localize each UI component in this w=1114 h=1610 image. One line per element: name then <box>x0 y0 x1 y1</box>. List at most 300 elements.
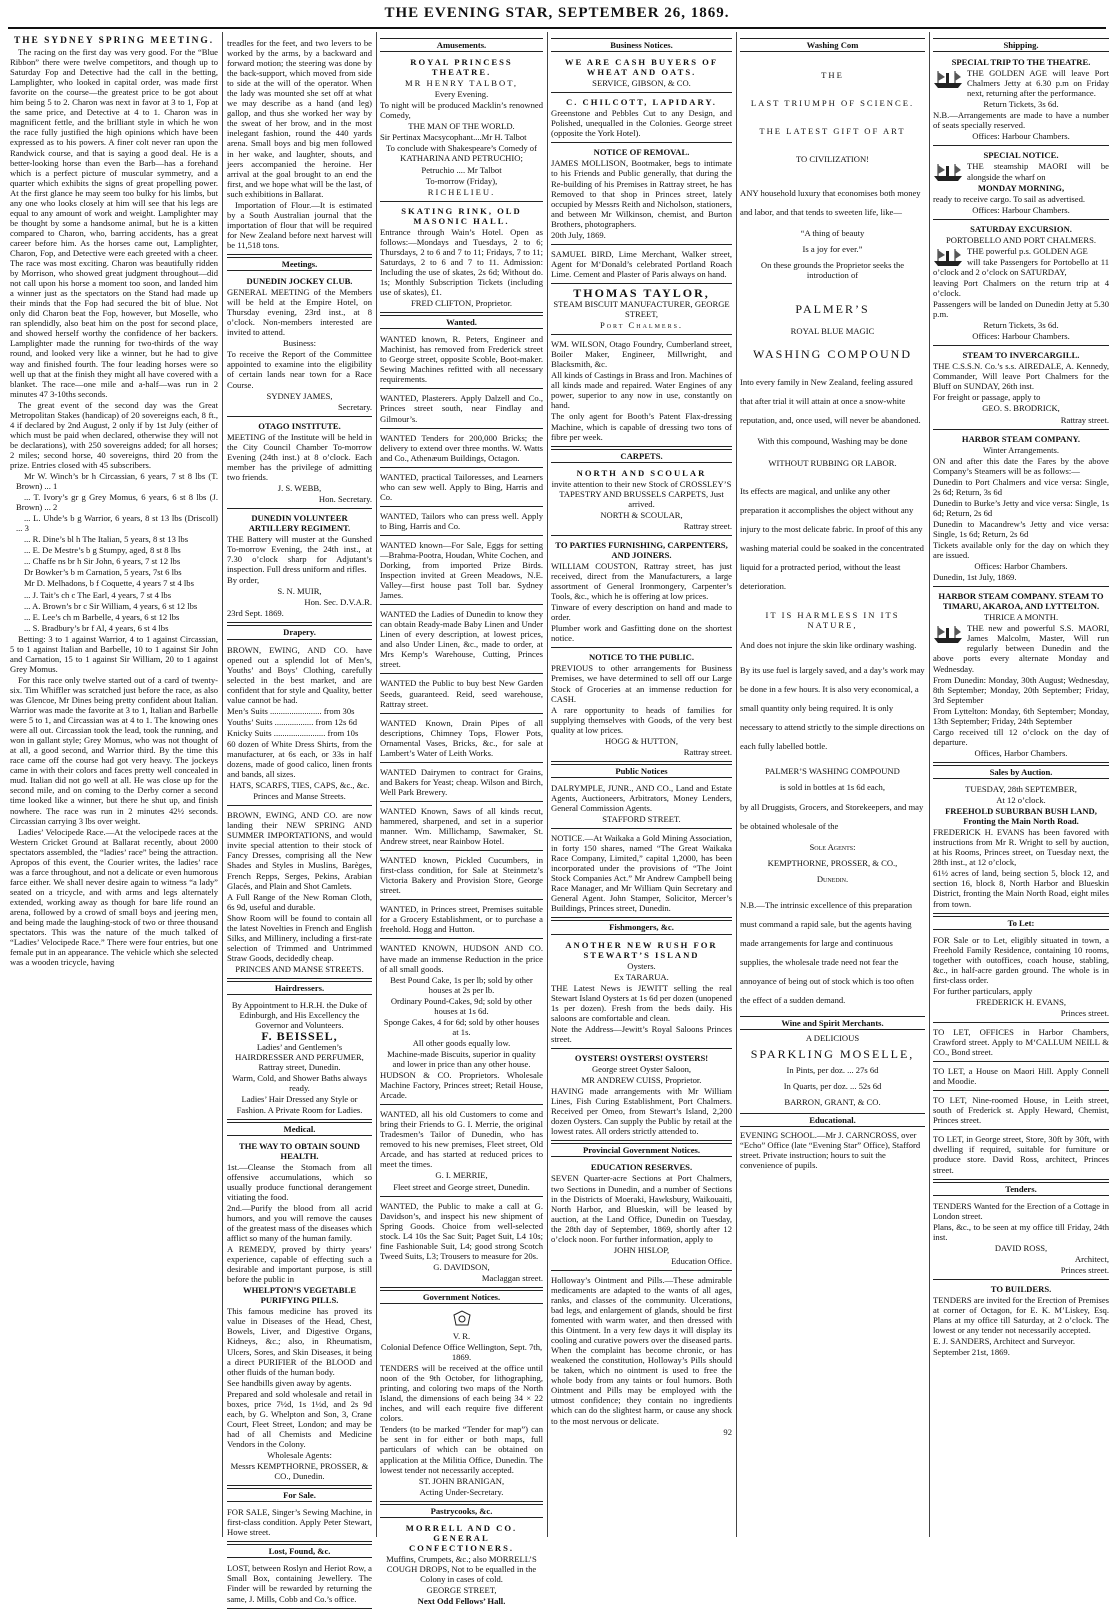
ad-body: RICHELIEU. <box>427 186 496 197</box>
ad-samuel-bird <box>551 247 732 284</box>
price-line: Machine-made Biscuits, superior in quality and lower in price than any other house. <box>387 1048 536 1069</box>
ad-body: WANTED, Tailors who can press well. Apply to Bing, Harris and Co. <box>380 510 543 531</box>
section-heading: Fishmongers, &c. <box>551 920 732 934</box>
price-line: Sponge Cakes, 4 for 6d; sold by other houses at 1s. <box>383 1016 540 1037</box>
quote-line: Is a joy for ever.” <box>802 244 863 255</box>
ad-wanted <box>380 332 543 389</box>
column-rule <box>222 32 223 1537</box>
ad-address: Princes street. <box>1060 1264 1109 1275</box>
ad-title: NORTH AND SCOULAR <box>576 467 707 478</box>
ad-address: Fleet street and George street, Dunedin. <box>393 1181 530 1192</box>
ad-title: WE ARE CASH BUYERS OF WHEAT AND OATS. <box>564 57 719 78</box>
entry: ... L. Uhde’s b g Warrior, 6 years, 8 st 13 lbs (Driscoll) ... 3 <box>16 513 218 534</box>
ad-dalrymple <box>551 781 732 829</box>
ad-body: HATS, SCARFS, TIES, CAPS, &c., &c. <box>229 780 370 791</box>
ad-signature: NORTH & SCOULAR, <box>600 509 683 520</box>
ad-jockey-club <box>227 274 372 417</box>
ad-special-notice <box>933 148 1109 219</box>
ad-body: WANTED known, R. Peters, Engineer and Machinist, has removed from Frederick street to George street, opposite Scoble, Boot-maker. Sewing Machines refitted with all necessary requirements. <box>380 334 543 385</box>
column-6 <box>933 36 1109 1536</box>
quote-line: “A thing of beauty <box>800 228 865 239</box>
ad-title: TO BUILDERS. <box>990 1283 1052 1294</box>
ad-signature: FREDERICK H. EVANS, <box>975 996 1067 1007</box>
ad-body: WILLIAM COUSTON, Rattray street, has just received, direct from the Manufacturers, a large assortment of General Ironmongery, Carpenter’s Tools, &c., which he is offering at low prices. <box>551 561 732 602</box>
royal-crest-icon <box>450 1309 474 1329</box>
ad-address: Next Odd Fellows’ Hall. <box>417 1596 506 1607</box>
price-line: Youths’ Suits .................. from 12s 6d <box>227 716 358 727</box>
ad-title: SPECIAL TRIP TO THE THEATRE. <box>951 57 1091 68</box>
ad-body: PREVIOUS to other arrangements for Business Premises, we have determined to sell off our Large Stock of Groceries at an immense reduction for CASH. <box>551 663 732 704</box>
ad-body: WANTED Tenders for 200,000 Bricks; the delivery to extend over three months. W. Watts and Co., Athenæum Buildings, Octagon. <box>380 432 543 463</box>
section-heading: Provincial Government Notices. <box>551 1143 732 1157</box>
ad-body: Business: <box>283 338 316 349</box>
column-rule <box>547 32 548 1537</box>
ad-title: TO PARTIES FURNISHING, CARPENTERS, AND JOINERS. <box>555 539 728 560</box>
ad-body: Sole Agents: <box>809 841 856 852</box>
ad-body: FREDERICK H. EVANS has been favored with instructions from Mr R. Wright to sell by auction, at his Rooms, Princes street, on Tuesday next, the 28th inst., at 12 o’clock, <box>933 827 1109 868</box>
entry: ... T. Ivory’s gr g Grey Momus, 6 years, 6 st 8 lbs (J. Brown) ... 2 <box>16 492 218 513</box>
ad-body: Muffins, Crumpets, &c.; also MORRELL’S COUGH DROPS, Not to be equalled in the Colony in cases of cold. <box>386 1553 537 1584</box>
ad-body: EVENING SCHOOL.—Mr J. CARNCROSS, over “Echo” Office (late “Evening Star” Office), Stafford street. Private instruction; hours to suit the convenience of pupils. <box>740 1130 921 1171</box>
column-3 <box>380 36 543 1607</box>
ad-body: invite attention to their new Stock of CROSSLEY’S TAPESTRY AND BRUSSELS CARPETS, Just arrived. <box>551 478 732 509</box>
entry: ... S. Bradbury’s br f Al, 4 years, 6 st 4 lbs <box>24 622 169 633</box>
ad-body: by all Druggists, Grocers, and Storekeepers, and may be obtained wholesale of the <box>740 801 924 831</box>
ad-signature: BARRON, GRANT, & CO. <box>784 1097 881 1108</box>
ad-body: N.B.—The intrinsic excellence of this preparation must command a rapid sale, but the agents having made arrangements for large and continuous supplies, the wholesale trade need not fear the annoyance of being out of stock which is too often the effect of a sudden demand. <box>740 899 914 1005</box>
ad-address: GEORGE STREET, <box>426 1585 497 1596</box>
ad-wanted <box>380 391 543 428</box>
article-title: THE SYDNEY SPRING MEETING. <box>13 36 215 46</box>
section-heading: Sales by Auction. <box>933 765 1109 779</box>
entry: Mr D. Melhadons, b f Coquette, 4 years 7 st 4 lbs <box>24 578 194 589</box>
ad-body: Every Evening. <box>434 89 489 100</box>
ad-address: PRINCES AND MANSE STREETS. <box>235 963 364 974</box>
section-heading: Tenders. <box>933 1182 1109 1196</box>
ad-body: To conclude with Shakespeare’s Comedy of KATHARINA AND PETRUCHIO; <box>386 143 537 164</box>
ad-body: PORTOBELLO AND PORT CHALMERS. <box>945 234 1097 245</box>
ad-body: MR HENRY TALBOT, <box>404 78 519 89</box>
ad-new-rush <box>551 938 732 1049</box>
ad-body: Into every family in New Zealand, feeling assured that after trial it will attain at once a snow-white reputation, and, once used, will never be abandoned. <box>740 376 921 425</box>
column-4 <box>551 36 732 1536</box>
ad-body: ANY household luxury that economises both money and labor, and that tends to sweeten life, like— <box>740 188 921 218</box>
column-2 <box>227 36 372 1604</box>
article-paragraph: treadles for the feet, and two levers to be worked by the arms, by a backward and forward motion; the steering was done by the back-support, which moved from side to side at the will of the operator. When the lady was mounted she set off at what we may describe as a hand (and leg) gallop, and thus she worked her way by the sweat of her brow, and in the most inelegant fashion, round the 440 yards arena. Small boys and big men followed in her wake, and laughter, shouts, and jeers accompanied the heroine. Her arrival at the goal brought to an end the first, and we hope what will be the last, of such exhibitions in Ballarat. <box>227 38 372 199</box>
ad-body: Note the Address—Jewitt’s Royal Saloons Princes street. <box>551 1023 732 1044</box>
ad-body: TENDERS are invited for the Erection of Premises at corner of Octagon, for E. K. M’Liskey, Esq. Plans at my office till Saturday, at 2 o’clock. The lowest or any tender not necessarily accepted. <box>933 1294 1109 1336</box>
ad-medical <box>227 1139 372 1487</box>
ad-body: Oysters. <box>627 960 656 971</box>
ad-body: Prepared and sold wholesale and retail in boxes, price 7½d, 1s 1½d, and 2s 9d each, by G. Whelpton and Son, 3, Crane Court, Fleet Street, London; and may be had of all Chemists and Medicine Vendors in the Colony. <box>227 1388 372 1449</box>
ad-saturday-excursion <box>933 222 1109 347</box>
ad-body: LOST, between Roslyn and Heriot Row, a Small Box, containing Jewellery. The Finder will be rewarded by returning the same, J. Mills, Cobb and Co.’s office. <box>227 1563 372 1604</box>
entry: ... A. Brown’s br c Sir William, 4 years, 6 st 12 lbs <box>24 600 198 611</box>
ad-body: NOTICE.—At Waikaka a Gold Mining Association, in forty 150 shares, named “The Great Waikaka Race Company, Limited,” capital 1,2000, has been incorporated under the provisions of “The Joint Stock Companies Act.” Mr Andrew Campbell being Race Manager, and Mr William Quin Secretary and General Agent. John Stamper, Solicitor, Mercer’s Buildings, Princes street, Dunedin. <box>551 833 732 914</box>
ad-body: Entrance through Wain’s Hotel. Open as follows:—Mondays and Tuesdays, 2 to 6; Thursdays, 2 to 6 and 7 to 11; Fridays, 7 to 11; Saturdays, 2 to 6 and 7 to 11. Admission: Including the use of skates, 2s 6d; Without do. 1s; Monthly Subscription Tickets (including use of skates), £1. <box>380 226 543 298</box>
price-line: Best Pound Cake, 1s per lb; sold by other houses at 2s per lb. <box>390 974 533 995</box>
ad-body: will take Passengers for Portobello at 11 o’clock and 2 o’clock on SATURDAY, <box>933 256 1109 277</box>
ad-body: For further particulars, apply <box>933 985 1033 996</box>
price-line: Knicky Suits ........................ from 10s <box>227 727 359 738</box>
ad-body: Its effects are magical, and unlike any other preparation it accomplishes the object without any injury to the most delicate fabric. In proof of this any washing material could be soaked in the concentrated liquid for a protracted period, without the least deterioration. <box>740 485 924 591</box>
ad-body: WANTED known—For Sale, Eggs for setting—Brahma-Pootra, Houdan, White Cochen, and Dorking, from imported Prize Birds. Inspection invited at Green Meadows, N.E. Valley—first house past Toll bar. Sydney James. <box>380 539 543 601</box>
ad-education-reserves <box>551 1160 732 1270</box>
article-paragraph: Ladies’ Velocipede Race.—At the velocipede races at the Western Cricket Ground at Ballarat recently, about 2000 spectators assembled, the “ladies’ race” being the attraction. Apropos of this event, the Courier writes, the ladies’ race was a farce throughout, and not a delicate or even humorous farce either. We shall never desire again to witness “a lady” seated on a tricycle, and with arms and legs alternately extended, working away as though for bare life round an arena, followed by a crowd of small boys and jeering men, and being made the laughing-stock of two or three thousand spectators. This was the nature of the much talked of “Ladies’ Velocipede Race.” There were four entries, but one female put in an appearance. The vehicle which she selected was a wooden tricycle, having <box>10 826 218 968</box>
brand-name: PALMER’S <box>795 302 870 317</box>
ad-title: THE WAY TO OBTAIN SOUND HEALTH. <box>239 1140 360 1161</box>
ad-brown-ewing-importations <box>227 808 372 979</box>
ad-title: F. BEISSEL, <box>261 1029 338 1044</box>
ad-brown-ewing-clothing <box>227 643 372 807</box>
ad-body: Ex TARARUA. <box>614 971 669 982</box>
section-heading: Washing Com <box>740 38 925 52</box>
price-line: All other goods equally low. <box>412 1037 511 1048</box>
ad-to-let <box>933 1093 1109 1130</box>
ad-signature: SERVICE, GIBSON, & CO. <box>592 78 691 89</box>
ad-body: To-morrow (Friday), <box>425 175 498 186</box>
ad-body: Messrs KEMPTHORNE, PROSSER, & CO., Dunedin. <box>230 1461 369 1482</box>
ad-body: WANTED, all his old Customers to come and bring their Friends to G. I. Merrie, the original Tradesmen’s Tailor of Dunedin, who has removed to his new premises, Fleet street, Old Arcade, and has started at reduced prices to meet the times. <box>380 1109 543 1170</box>
ad-body: WANTED, the Public to make a call at G. Davidson’s, and inspect his new shipment of Spring Goods. Choice from well-selected stock. L4 10s the Sac Suit; Paget Suit, L4 10s; fine Fashionable Suit, L4; good strong Scotch Tweed Suits, L3; Trousers to measure for 20s. <box>380 1200 543 1261</box>
ad-date: September 21st, 1869. <box>933 1347 1010 1358</box>
entries-list <box>10 471 218 633</box>
ad-body: JAMES MOLLISON, Bootmaker, begs to intimate to his Friends and Public generally, that during the Re-building of his Premises in Rattray street, he has Removed to that shop in Princes street, lately occupied by Messrs Reith and Nicholson, stationers, and between Mr Wilkinson, chemist, and Burton Brothers, photographers. <box>551 158 732 229</box>
ad-signature: KEMPTHORNE, PROSSER, & CO., <box>767 857 898 868</box>
ad-body: 60 dozen of White Dress Shirts, from the manufacturer, at 6s each, or 33s in half dozens, made of good calico, linen fronts and bands, all sizes. <box>227 738 372 780</box>
ad-body: Passengers will be landed on Dunedin Jetty at 5.30 p.m. <box>933 299 1109 320</box>
ad-cash-buyers <box>551 55 732 93</box>
ad-body: TO LET, OFFICES in Harbor Chambers, Crawford street. Apply to M‘CALLUM NEILL & CO., Bond street. <box>933 1026 1109 1058</box>
ad-signature: HOGG & HUTTON, <box>604 735 679 746</box>
entry: Mr W. Winch’s br h Circassian, 6 years, 7 st 8 lbs (T. Brown) ... 1 <box>16 471 218 492</box>
ad-body: TO LET, in George street, Store, 30ft by 30ft, with dwelling if required, suitable for furniture or produce store. David Ross, architect, Princes street. <box>933 1134 1109 1175</box>
ad-body: TO LET, Nine-roomed House, in Leith street, south of Frederick st. Apply Heward, Chemist, Princes street. <box>933 1095 1109 1126</box>
ad-notice-public <box>551 650 732 761</box>
ad-north-scoular <box>551 466 732 536</box>
ad-body: Offices: Harbor Chambers. <box>974 561 1068 572</box>
ad-thomas-taylor <box>551 286 732 335</box>
ad-wanted <box>380 538 543 605</box>
ad-body: To night will be produced Macklin’s renowned Comedy, <box>380 100 543 121</box>
ad-title: TO CIVILIZATION! <box>795 154 870 165</box>
ad-waikaka <box>551 831 732 918</box>
ad-tenders <box>933 1199 1109 1280</box>
ad-body: George street Oyster Saloon, <box>591 1064 692 1075</box>
ad-body: DALRYMPLE, JUNR., AND CO., Land and Estate Agents, Auctioneers, Arbitrators, Money Lenders, General Commission Agents. <box>551 782 732 813</box>
ad-body: A Full Range of the New Roman Cloth, 6s 9d, useful and durable. <box>227 891 372 912</box>
ad-body: ON and after this date the Fares by the above Company’s Steamers will be as follows:— <box>933 455 1109 476</box>
ad-title: NOTICE OF REMOVAL. <box>593 147 690 158</box>
ad-body: TENDERS Wanted for the Erection of a Cottage in London street. <box>933 1200 1109 1221</box>
ad-oysters <box>551 1051 732 1141</box>
ad-auction <box>933 782 1109 914</box>
ad-signature: Hon. Secretary. <box>318 493 372 504</box>
ad-body: STEAM BISCUIT MANUFACTURER, GEORGE STREET, <box>553 298 730 320</box>
article-paragraph: Betting: 3 to 1 against Warrior, 4 to 1 against Circassian, 5 to 1 against Italian and Barbelle, 10 to 1 against Sir John and Carnation, 15 to 1 against Sir William, 20 to 1 against Grey Momus. <box>10 633 218 674</box>
ad-holloway <box>551 1273 732 1441</box>
ad-body: Holloway’s Ointment and Pills.—These admirable medicaments are adapted to the wants of all ages, ranks, and classes of the community. Ulcerations, bad legs, and enlargement of glands, should be first fomented with warm water, and then dressed with this Ointment. In a very few days it will display its cooling and curative powers over the diseased parts. When the complaint has become chronic, or has weakened the constitution, Holloway’s Pills should be taken, which no ointment is used to free the whole body from any taints or foul humors. Both Ointment and Pills may be employed with the utmost confidence; they contain no ingredients which can do the slightest harm, or cause any shock to the most nervous or delicate. <box>551 1274 732 1426</box>
ad-wanted <box>380 804 543 851</box>
ad-signature: HUDSON & CO. Proprietors. Wholesale Machine Factory, Princes street; Retail House, Arcade. <box>380 1070 543 1101</box>
ad-body: MEETING of the Institute will be held in the City Council Chamber To-morrow Evening (24th inst.) at 8 o’clock. Each member has the privilege of admitting two friends. <box>227 431 372 482</box>
ad-body: Petruchio .... Mr Talbot <box>421 164 502 175</box>
ad-body: THE new and powerful S.S. MAORI, James Malcolm, Master, Will run regularly between Dunedin and the above ports every alternate Monday and Wednesday. <box>933 623 1109 674</box>
ad-body: is sold in bottles at 1s 6d each, <box>779 781 886 792</box>
ad-body: THE powerful p.s. GOLDEN AGE <box>967 245 1088 256</box>
ad-address: Princes and Manse Streets. <box>253 791 346 802</box>
article-paragraph: The racing on the first day was very good. For the “Blue Ribbon” there were twelve competitors, and though up to Saturday Fop and Detective had the call in the betting, Lamplighter, who looked in capital order, was made first favorite on the course—the greatest price to be got about him being 5 to 2. Charon was next in favor at 3 to 1, Fop at the same price, and Detective at 4 to 1. Charon was in magnificent fettle, and the brilliant style in which he won the race fully justified the high opinions which have been expressed as to his powers. A finer colt never ran upon the Randwick course, and that is saying a good deal. He is a better-looking horse than even the Barb—has a forehand which is a perfect picture of muscular symmetry, and a quarter which exhibits the signs of great propelling power. At the first glance he may seem too bulky for his limbs, but any one who looks closely at him will see that his legs are equal to any amount of work and weight. Lamplighter may be thought by some a handsome animal, but he is a kitten compared to Charon, who, barring accidents, has a great career before him. As the horses came out, Lamplighter, Charon, Fop, and Detective were each greeted with a cheer. The race was most exciting. Charon was beautifully ridden by Morrison, who showed great judgment throughout—did not call upon his horse a moment too soon, and landed him a winner just as the spectators on the Stand had made up their minds that the Fop had secured the bit of blue. Not only did Charon beat the Fop, however, but Moselle, who ran splendidly, also beat him on the post for second place, and showed herself worthy the confidence of her backers. Lamplighter made the running for two-thirds of the way round, and looked very like a winner, but he had to give way and finished fourth. The four leading horses were so well up that at the finish they might all have covered with a blanket. The race—one mile and a-half—was run in 2 minutes 47 3-10ths seconds. <box>10 47 218 399</box>
ad-signature: SYDNEY JAMES, <box>266 390 333 401</box>
price-line: In Pints, per doz. ... 27s 6d <box>786 1065 879 1076</box>
ad-special-trip <box>933 55 1109 146</box>
ad-to-builders <box>933 1282 1109 1361</box>
ad-body: THE Latest News is JEWITT selling the real Stewart Island Oysters at 1s 6d per dozen (unopened 1s per dozen). Fresh from the beds daily. His saloons are comfortable and clean. <box>551 982 732 1023</box>
ad-body: 1st.—Cleanse the Stomach from all offensive accumulations, which so usually produce functional derangement vitiating the food. <box>227 1161 372 1202</box>
section-heading: Meetings. <box>227 257 372 271</box>
section-heading: Wanted. <box>380 315 543 329</box>
entry: ... E. De Mestre’s b g Stumpy, aged, 8 st 8 lbs <box>24 545 181 556</box>
section-heading: Educational. <box>740 1113 925 1127</box>
ad-body: By order, <box>227 575 260 586</box>
ad-address: Maclaggan street. <box>481 1272 543 1283</box>
ad-title: ROYAL PRINCESS THEATRE. <box>410 57 513 78</box>
ad-body: Wholesale Agents: <box>267 1450 332 1460</box>
ad-removal <box>551 145 732 244</box>
ad-body: By its use fuel is largely saved, and a day’s work may be done in a few hours. It is also very economical, a small quantity only being required. It is only necessary to attend strictly to the simple directions on each fully labelled bottle. <box>740 664 925 751</box>
ad-address: Princes street. <box>1060 1007 1109 1018</box>
ad-title: MORRELL AND CO. GENERAL CONFECTIONERS. <box>405 1522 518 1553</box>
ad-body: TUESDAY, 28th SEPTEMBER, <box>965 784 1077 794</box>
steamship-icon <box>933 162 963 182</box>
ad-body: To receive the Report of the Committee appointed to examine into the eligibility of certain lands near town for a Race Course. <box>227 349 372 390</box>
column-rule <box>736 32 737 1537</box>
ad-title: LAST TRIUMPH OF SCIENCE. <box>750 98 915 109</box>
fare-line: Dunedin to Port Chalmers and vice versa: Single, 2s 6d; Return, 3s 6d <box>933 476 1109 497</box>
ad-body: leaving Port Chalmers on the return trip at 4 o’clock. <box>933 277 1109 298</box>
ad-body: 2nd.—Purify the blood from all acrid humors, and you will remove the causes of the greatest mass of the diseases which afflict so many of the human family. <box>227 1202 372 1244</box>
ad-wanted <box>380 509 543 536</box>
ad-body: HAVING made arrangements with Mr William Lines, Fish Curing Establishment, Port Chalmers. Received per Omeo, from Stewart’s Island, 2,200 dozen Oysters. Can supply the Public by retail at the lowest rates. All orders strictly attended to. <box>551 1086 732 1137</box>
ad-body: WANTED, in Princes street, Premises suitable for a Grocery Establishment, or to purchase a freehold. Hogg and Hutton. <box>380 904 543 935</box>
price-line: Ordinary Pound-Cakes, 9d; sold by other houses at 1s 6d. <box>390 995 533 1016</box>
ad-title: EDUCATION RESERVES. <box>590 1162 693 1173</box>
ad-address: Dunedin. <box>816 873 849 884</box>
column-1 <box>10 36 218 1536</box>
ad-body: WITHOUT RUBBING OR LABOR. <box>768 457 897 468</box>
brand-name: WASHING COMPOUND <box>752 346 912 361</box>
section-heading: For Sale. <box>227 1488 372 1502</box>
ad-signature: ST. JOHN BRANIGAN, <box>418 1475 505 1486</box>
schedule-line: From Dunedin: Monday, 30th August; Wednesday, 8th September; Monday, 20th September; Friday, 3rd September <box>933 674 1109 705</box>
ad-body: Colonial Defence Office Wellington, Sept. 7th, 1869. <box>380 1342 543 1363</box>
ad-body: For freight or passage, apply to <box>933 392 1041 403</box>
ad-body: Tickets available only for the day on which they are issued. <box>933 540 1109 561</box>
ad-title: OYSTERS! OYSTERS! OYSTERS! <box>574 1052 709 1063</box>
ad-harbor-steam-winter <box>933 432 1109 588</box>
ad-body: SAMUEL BIRD, Lime Merchant, Walker street, Agent for M‘Donald’s celebrated Portland Roach Lime. Cement and Plaster of Paris always on hand. <box>551 248 732 279</box>
ad-title: OTAGO INSTITUTE. <box>258 420 341 431</box>
price-line: Men’s Suits ........................ from 30s <box>227 705 355 716</box>
ad-body: WANTED KNOWN, HUDSON AND CO. have made an immense Reduction in the price of all small goods. <box>380 943 543 974</box>
ad-body: This famous medicine has proved its value in Diseases of the Head, Chest, Bowels, Liver, and Digestive Organs, Kidneys, &c.; also, in Rheumatism, Ulcers, Sores, and Skin Diseases, it being a direct PURIFIER of the BLOOD and other fluids of the human body. <box>227 1306 372 1377</box>
ad-title: HARBOR STEAM COMPANY. STEAM TO TIMARU, AKAROA, AND LYTTELTON. <box>938 591 1104 612</box>
ad-body: Tenders (to be marked “Tender for map”) can be sent in for either or both maps, full particulars of which can be obtained on application at the Militia Office, Dunedin. The lowest tender not necessarily accepted. <box>380 1424 543 1475</box>
ad-government <box>380 1307 543 1502</box>
ad-to-let <box>933 1064 1109 1091</box>
ad-body: Return Tickets, 3s 6d. <box>983 99 1059 110</box>
ad-body: WANTED Known, Drain Pipes of all descriptions, Chimney Tops, Flower Pots, Ornamental Vases, Bricks, &c., for sale at Lambert’s Water of Leith Works. <box>380 717 543 758</box>
ad-address: Port Chalmers. <box>599 320 684 331</box>
ad-title: HARBOR STEAM COMPANY. <box>961 433 1081 444</box>
ad-signature: Acting Under-Secretary. <box>419 1486 504 1497</box>
fare-line: Dunedin to Burke’s Jetty and vice versa: Single, 1s 6d; Return, 2s 6d <box>933 497 1109 518</box>
ad-body: WHELPTON’S VEGETABLE PURIFYING PILLS. <box>243 1285 356 1306</box>
article-paragraph: The great event of the second day was the Great Metropolitan Stakes (handicap) of 20 sovereigns each, 8 ft., 4 if declared by 2nd August, 2 only if by 1st July (either of which must be paid when declared, otherwise they will not be declarations), with 250 sovereigns added; for all horses; 2 miles; second horse, 40 sovereigns, third 20 from the prize. Entries closed with 45 subscribers. <box>10 399 218 470</box>
fare-line: Dunedin to Macandrew’s Jetty and vice versa: Single, 1s 6d; Return, 2s 6d <box>933 518 1109 539</box>
ad-princess-theatre <box>380 55 543 202</box>
ad-body: Offices, Harbor Chambers. <box>974 747 1068 758</box>
ad-signature: G. I. MERRIE, <box>435 1170 488 1181</box>
ad-body: N.B.—Arrangements are made to have a number of seats specially reserved. <box>933 110 1109 131</box>
ad-body: BROWN, EWING, AND CO. are now landing their NEW SPRING AND SUMMER IMPORTATIONS, and would invite special attention to their stock of Fancy Dresses, comprising all the New Shades and Styles in Muslins, Barèges, French Repps, Serges, Pekins, Arabian Glacés, and Plain and Shot Camlets. <box>227 810 372 891</box>
ad-title: SATURDAY EXCURSION. <box>970 223 1072 234</box>
ad-body: WANTED Dairymen to contract for Grains, and Bakers for Yeast; cheap. Wilson and Birch, Well Park Brewery. <box>380 766 543 797</box>
section-heading: Drapery. <box>227 625 372 639</box>
ad-title: C. CHILCOTT, LAPIDARY. <box>566 97 717 108</box>
ad-body: THE C.S.S.N. Co.’s s.s. AIREDALE, A. Kennedy, Commander, Will leave Port Chalmers for the Bluff on SUNDAY, 26th inst. <box>933 361 1109 392</box>
ad-address: Rattray street. <box>683 520 732 531</box>
price-line: In Quarts, per doz. ... 52s 6d <box>783 1081 882 1092</box>
ad-body: TO LET, a House on Maori Hill. Apply Connell and Moodie. <box>933 1066 1109 1087</box>
ad-date: Dunedin, 1st July, 1869. <box>933 572 1017 583</box>
ad-date: 20th July, 1869. <box>551 229 606 240</box>
ad-title: SPARKLING MOSELLE, <box>750 1047 915 1062</box>
ad-address: Rattray street. <box>1060 414 1109 425</box>
ad-to-let <box>933 933 1109 1023</box>
ad-title: FREEHOLD SUBURBAN BUSH LAND, Fronting the Main North Road. <box>945 806 1097 827</box>
ad-body: On these grounds the Proprietor seeks the introduction of <box>760 260 905 281</box>
entry: ... E. Lee’s ch m Barbelle, 4 years, 6 st 12 lbs <box>24 611 180 622</box>
ad-body: Warm, Cold, and Shower Baths always ready. <box>232 1073 367 1094</box>
ad-body: GENERAL MEETING of the Members will be held at the Empire Hotel, on Thursday evening, 23rd inst., at 8 o’clock. Non-members interested are invited to attend. <box>227 287 372 338</box>
ad-signature: FRED CLIFTON, Proprietor. <box>410 298 513 309</box>
steamship-icon <box>933 624 963 644</box>
ad-wanted <box>380 676 543 713</box>
ad-couston <box>551 538 732 648</box>
ad-body: Winter Arrangements. <box>982 444 1060 455</box>
ad-wanted <box>380 431 543 468</box>
ad-signature: J. S. WEBB, <box>277 482 322 493</box>
ad-signature: Architect, <box>1074 1253 1109 1264</box>
ad-morrell <box>380 1521 543 1610</box>
ad-to-let <box>933 1132 1109 1179</box>
ad-body: SEVEN Quarter-acre Sections at Port Chalmers, two Sections in Dunedin, and a number of Sections in the Districts of Moeraki, Hawksbury, Waikouaiti, North Harbor, and Blueskin, will be leased by auction, at the Land Office, Dunedin on Tuesday, the 28th day of September, 1869, shortly after 12 o’clock noon. For further information, apply to <box>551 1173 732 1244</box>
entry: Dr Bowker’s b m Carnation, 5 years, 7st 6 lbs <box>24 567 182 578</box>
ad-davidson <box>380 1199 543 1288</box>
ad-body: WANTED the Ladies of Dunedin to know they can obtain Ready-made Baby Linen and Under Linen of every description, at lowest prices, and also Under Linen, &c., made to order, at Mrs Kemp’s Warehouse, Cutting, Princes street. <box>380 609 543 670</box>
ad-wanted <box>380 607 543 674</box>
column-rule <box>929 32 930 1537</box>
schedule-line: From Lyttelton: Monday, 6th September; Monday, 13th September; Friday, 24th September <box>933 705 1109 726</box>
ad-artillery <box>227 511 372 623</box>
ad-body: With this compound, Washing may be done <box>757 435 908 446</box>
article-continued <box>227 36 372 255</box>
ad-wanted <box>380 716 543 763</box>
ad-title: DUNEDIN VOLUNTEER ARTILLERY REGIMENT. <box>248 513 351 534</box>
ad-body: See handbills given away by agents. <box>227 1377 352 1388</box>
ad-body: WM. WILSON, Otago Foundry, Cumberland street, Boiler Maker, Engineer, Millwright, and Blacksmith, &c. <box>551 339 732 370</box>
entry: ... J. Tait’s ch c The Earl, 4 years, 7 st 4 lbs <box>24 589 172 600</box>
ad-title: A DELICIOUS <box>805 1033 860 1044</box>
section-heading: Lost, Found, &c. <box>227 1544 372 1558</box>
ad-harbor-steam-timaru <box>933 589 1109 763</box>
ad-signature: Secretary. <box>337 401 372 412</box>
ad-wanted <box>380 902 543 939</box>
steamship-icon <box>933 247 963 267</box>
section-heading: Government Notices. <box>380 1290 543 1304</box>
ad-address: Rattray street. <box>683 746 732 757</box>
ad-body: THE Battery will muster at the Gunshed To-morrow Evening, the 24th inst., at 7.30 o’clock sharp for Adjutant’s inspection. Full dress uniform and rifles. <box>227 534 372 575</box>
ad-body: Plans, &c., to be seen at my office till Friday, 24th inst. <box>933 1221 1109 1242</box>
ad-body: WANTED, Plasterers. Apply Dalzell and Co., Princes street south, near Findlay and Gilmour’s. <box>380 393 543 424</box>
ad-title: SPECIAL NOTICE. <box>983 150 1059 161</box>
section-heading: Medical. <box>227 1122 372 1136</box>
article-paragraph: For this race only twelve started out of a card of twenty-six. Tim Whiffler was scratched just before the race, as also was Glencoe, Mr Dines being pretty confident about Italian. Warrior was made the favorite at 3 to 1, Italian and Barbelle were 5 to 1, and Circassian was at 4 to 1. The knowing ones were all out. Circassian took the lead, took the running, and won in gallant style; Grey Momus, who was not thought of at all, a good second, and Warrior third. By the time this race came off the course had got very heavy. The jockeys came in with their colors and faces pretty well concealed in mud. Italian did not go well at all. He was close up for the second mile, and on coming to the Derby corner a second time looked like a winner, but there he shut up, and finish nowhere. The race was run in 2 minutes 42½ seconds. Circassian carrying 3 lbs over weight. <box>10 674 218 826</box>
ad-body: Tinware of every description on hand and made to order. <box>551 602 732 623</box>
ad-body: PALMER’S WASHING COMPOUND <box>765 765 900 776</box>
ad-body: 61½ acres of land, being section 5, block 12, and section 16, block 8, North Harbor and Blueskin District, fronting the Main North Road, eight miles from town. <box>933 868 1109 909</box>
ad-body: Ladies’ Hair Dressed any Style or Fashion. A Private Room for Ladies. <box>236 1094 363 1115</box>
ad-title: SKATING RINK, OLD MASONIC HALL. <box>401 205 522 226</box>
ad-wanted <box>380 853 543 900</box>
section-heading: To Let: <box>933 916 1109 930</box>
ad-title: THOMAS TAYLOR, <box>573 285 710 300</box>
ad-body: V. R. <box>452 1330 471 1341</box>
column-5 <box>740 36 925 1536</box>
ad-signature: Hon. Sec. D.V.A.R. <box>304 597 372 608</box>
ad-body: TENDERS will be received at the office until noon of the 9th October, for lithographing, printing, and coloring two maps of the North Island, the dimensions of each being 34 × 22 inches, and will each require five different colors. <box>380 1363 543 1424</box>
ad-body: All kinds of Castings in Brass and Iron. Machines of all kinds made and repaired. Water Engines of any power, superior to any now in use, constantly on hand. <box>551 370 732 411</box>
ad-date: 23rd Sept. 1869. <box>227 608 284 619</box>
ad-wanted <box>380 765 543 802</box>
ad-skating-rink <box>380 204 543 313</box>
ad-body: By Appointment to H.R.H. the Duke of Edinburgh, and His Excellency the Governor and Volunteers. <box>231 1000 368 1031</box>
section-heading: Shipping. <box>933 38 1109 52</box>
ad-hairdresser <box>227 998 372 1120</box>
ad-signature: JOHN HISLOP, <box>613 1244 670 1255</box>
ad-signature: S. N. MUIR, <box>277 586 322 597</box>
ad-body: Plumber work and Gasfitting done on the shortest notice. <box>551 623 732 644</box>
masthead: THE EVENING STAR, SEPTEMBER 26, 1869. <box>384 5 730 21</box>
ad-wanted <box>380 470 543 507</box>
ad-title: THE LATEST GIFT OF ART <box>759 126 906 137</box>
ad-signature: E. J. SANDERS, Architect and Surveyor. <box>933 1336 1076 1347</box>
ad-body: ready to receive cargo. To sail as advertised. <box>933 193 1086 204</box>
ad-body: A REMEDY, proved by thirty years’ experience, capable of effecting such a desirable and important purpose, is still before the public in <box>227 1244 372 1285</box>
ad-title: NOTICE TO THE PUBLIC. <box>588 652 695 663</box>
ad-body: WANTED the Public to buy best New Garden Seeds, guaranteed. Reid, seed warehouse, Rattray street. <box>380 678 543 709</box>
ad-chilcott <box>551 95 732 143</box>
ad-for-sale <box>227 1505 372 1542</box>
section-heading: Amusements. <box>380 38 543 52</box>
ad-body: WANTED, practical Tailoresses, and Learners who can sew well. Apply to Bing, Harris and Co. <box>380 471 543 502</box>
column-rule <box>376 32 377 1537</box>
ad-signature: Education Office. <box>671 1255 732 1266</box>
ad-signature: DAVID ROSS, <box>994 1242 1048 1253</box>
brand-name: ROYAL BLUE MAGIC <box>790 326 875 337</box>
ad-body: MONDAY MORNING, <box>977 182 1065 193</box>
